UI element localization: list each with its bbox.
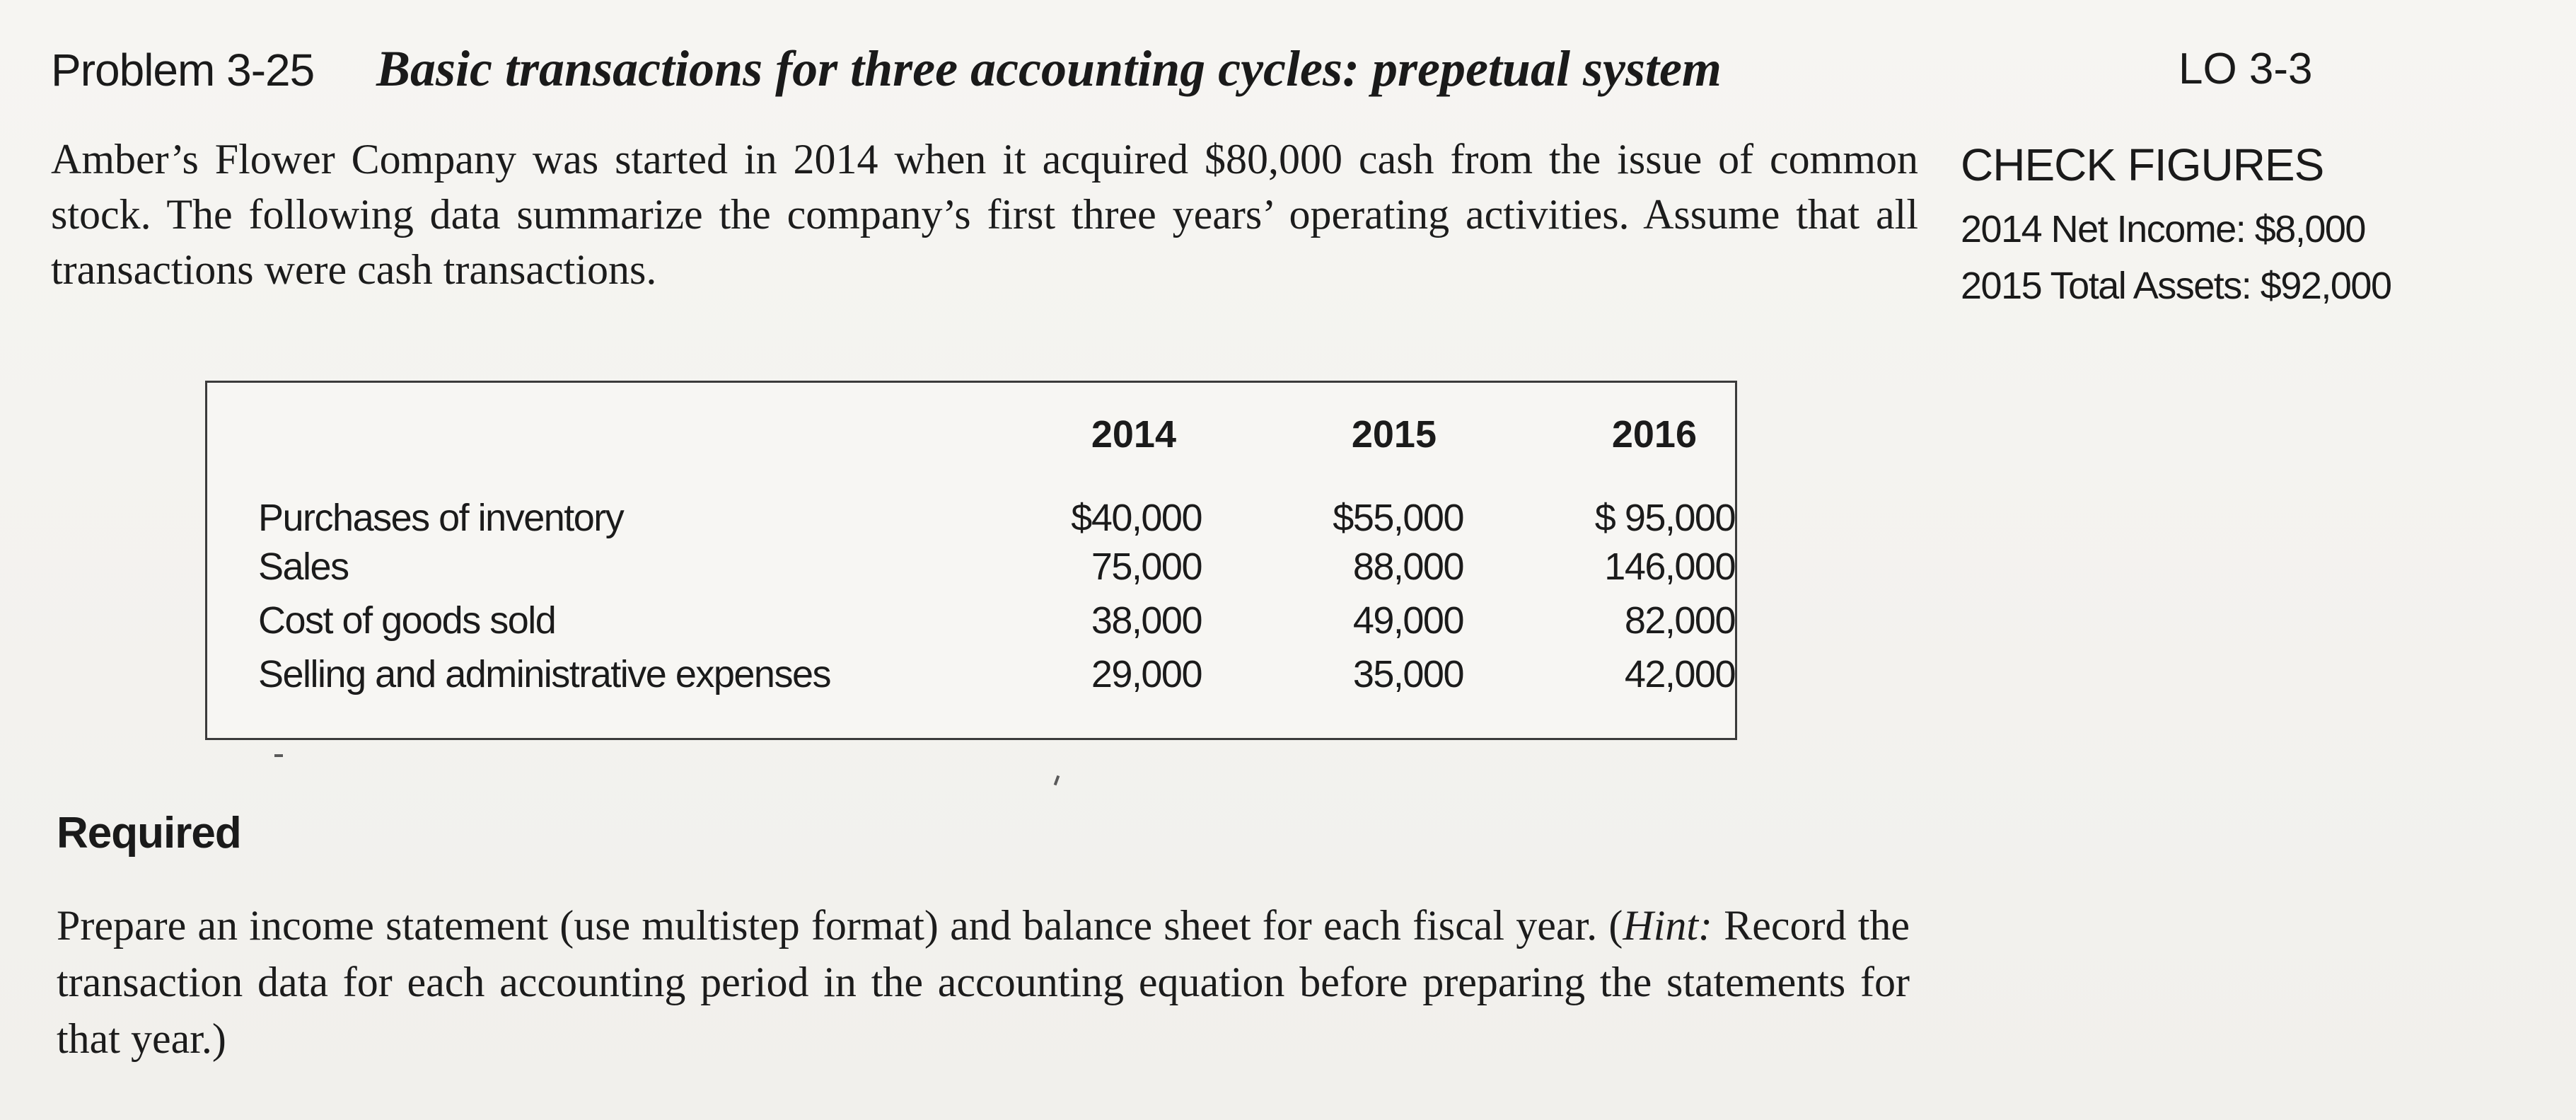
operating-data-box (205, 381, 1737, 740)
table-row-cost-of-goods-sold (258, 594, 1735, 647)
required-heading: Required (57, 809, 241, 858)
table-header-blank (258, 412, 997, 480)
cell-2014: 29,000 (1091, 653, 1202, 695)
problem-title: Basic transactions for three accounting cycles: prepetual system (376, 40, 1722, 97)
cell-2016: $ 95,000 (1594, 497, 1735, 539)
required-text-before-hint: Prepare an income statement (use multistep format) and balance sheet for each fiscal year. ( (57, 902, 1623, 949)
scan-speck (1054, 775, 1060, 786)
row-label: Purchases of inventory (258, 497, 624, 539)
cell-2014: $40,000 (1071, 497, 1202, 539)
table-row-selling-admin-expenses (258, 647, 1735, 701)
row-label: Sales (258, 545, 349, 588)
cell-2015: 49,000 (1352, 599, 1463, 642)
operating-data-table (258, 412, 1735, 701)
cell-2016: 82,000 (1624, 599, 1735, 642)
required-text-after-hint: Record the transaction data for each accounting period in the accounting equation before preparing the statements for that year.) (57, 902, 1910, 1062)
cell-2016: 146,000 (1604, 545, 1735, 588)
table-row-sales (258, 540, 1735, 594)
cell-2015: 35,000 (1352, 653, 1463, 695)
cell-2016: 42,000 (1624, 653, 1735, 695)
table-row-purchases (258, 480, 1735, 540)
learning-objective-tag: LO 3-3 (2178, 45, 2313, 93)
table-header-row (258, 412, 1735, 480)
check-figure-total-assets: 2015 Total Assets: $92,000 (1961, 265, 2391, 307)
cell-2015: 88,000 (1352, 545, 1463, 588)
column-header-2016: 2016 (1611, 413, 1697, 456)
check-figures-heading: CHECK FIGURES (1961, 139, 2324, 190)
column-header-2014: 2014 (1091, 413, 1176, 456)
column-header-2015: 2015 (1351, 413, 1437, 456)
intro-paragraph: Amber’s Flower Company was started in 2014 when it acquired $80,000 cash from the issue of common stock. The following data summarize the company’s first three years’ operating activities. Assume that all transactions were cash transactions. (51, 136, 1918, 293)
cell-2015: $55,000 (1333, 497, 1463, 539)
cell-2014: 75,000 (1091, 545, 1202, 588)
hint-label: Hint: (1623, 902, 1713, 949)
problem-header (51, 37, 1961, 115)
scan-speck (274, 754, 283, 757)
check-figure-net-income: 2014 Net Income: $8,000 (1961, 208, 2365, 250)
problem-number: Problem 3-25 (51, 45, 315, 96)
required-instructions (57, 897, 1910, 1067)
cell-2014: 38,000 (1091, 599, 1202, 642)
row-label: Cost of goods sold (258, 599, 556, 642)
check-figures-sidebar (1961, 139, 2498, 314)
row-label: Selling and administrative expenses (258, 653, 830, 695)
